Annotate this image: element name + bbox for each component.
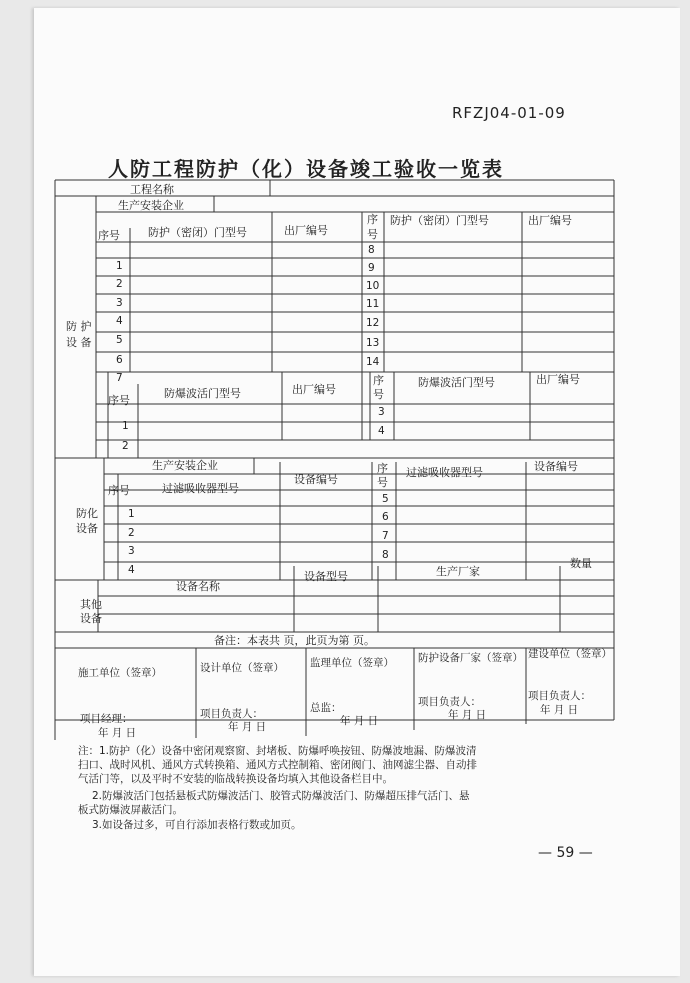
other-col-manufacturer: 生产厂家 [436,565,480,578]
chemical-col-device-no-right: 设备编号 [534,460,578,473]
table-row: 11 [366,298,380,310]
other-col-quantity: 数量 [570,557,592,570]
other-group-label: 其他 [80,598,102,611]
protection-group-label: 防 护 [66,320,92,333]
signature-date-owner: 年 月 日 [540,704,579,716]
table-row: 13 [366,337,380,349]
chemical-col-filter-model-right: 过滤吸收器型号 [406,466,483,479]
signature-unit-manufacturer: 防护设备厂家（签章） [418,652,523,664]
chemical-col-seq-right-bottom: 号 [377,476,388,489]
chemical-manufacturer-label: 生产安装企业 [152,459,218,472]
note-line: 3.如设备过多，可自行添加表格行数或加页。 [92,819,302,831]
table-row: 4 [128,564,135,576]
signature-date-manufacturer: 年 月 日 [448,709,487,721]
other-group-label-2: 设备 [80,612,102,625]
note-line: 板式防爆波屏蔽活门。 [78,804,183,816]
signature-unit-design: 设计单位（签章） [200,662,284,674]
protection-col-door-model-right: 防护（密闭）门型号 [390,214,489,227]
signature-person-construction: 项目经理： [80,713,133,725]
chemical-col-seq-right-top: 序 [377,462,388,475]
table-row: 10 [366,280,380,292]
blast-col-model-right: 防爆波活门型号 [418,376,495,389]
note-line: 2.防爆波活门包括悬板式防爆波活门、胶管式防爆波活门、防爆超压排气活门、悬 [92,790,470,802]
signature-date-design: 年 月 日 [228,721,267,733]
table-row: 2 [116,278,123,290]
document-code: RFZJ04-01-09 [452,104,566,122]
note-line: 气活门等，以及平时不安装的临战转换设备均填入其他设备栏目中。 [78,773,393,785]
signature-unit-owner: 建设单位（签章） [528,648,612,660]
note-line: 注：1.防护（化）设备中密闭观察窗、封堵板、防爆呼唤按钮、防爆波地漏、防爆波清 [78,745,477,757]
table-row: 2 [122,440,129,452]
blast-col-factory-no: 出厂编号 [292,383,336,396]
protection-col-seq-right-top: 序 [367,213,378,226]
signature-unit-supervision: 监理单位（签章） [310,657,394,669]
table-row: 2 [128,527,135,539]
table-row: 6 [116,354,123,366]
table-row: 1 [128,508,135,520]
table-row: 3 [378,406,385,418]
table-row: 4 [116,315,123,327]
table-row: 3 [128,545,135,557]
page-number: — 59 — [538,845,593,861]
blast-col-seq-right-bottom: 号 [373,388,384,401]
table-row: 5 [116,334,123,346]
table-row: 8 [382,549,389,561]
chemical-col-filter-model: 过滤吸收器型号 [162,482,239,495]
chemical-group-label: 防化 [76,507,98,520]
protection-col-door-model: 防护（密闭）门型号 [148,226,247,239]
protection-group-label-2: 设 备 [66,336,92,349]
table-row: 1 [116,260,123,272]
other-col-name: 设备名称 [176,580,220,593]
chemical-col-device-no: 设备编号 [294,473,338,486]
blast-col-seq: 序号 [108,394,130,407]
signature-date-construction: 年 月 日 [98,727,137,739]
signature-unit-construction: 施工单位（签章） [78,667,162,679]
table-row: 4 [378,425,385,437]
remark-text: 备注：本表共 页，此页为第 页。 [214,634,375,647]
protection-col-factory-no: 出厂编号 [284,224,328,237]
table-row: 8 [368,244,375,256]
table-row: 7 [382,530,389,542]
protection-manufacturer-label: 生产安装企业 [118,199,184,212]
protection-col-seq-right-bottom: 号 [367,228,378,241]
signature-date-supervision: 年 月 日 [340,715,379,727]
signature-person-design: 项目负责人： [200,708,263,720]
signature-person-manufacturer: 项目负责人： [418,696,481,708]
protection-col-seq: 序号 [98,229,120,242]
blast-col-factory-no-right: 出厂编号 [536,373,580,386]
protection-col-factory-no-right: 出厂编号 [528,214,572,227]
table-row: 3 [116,297,123,309]
chemical-col-seq: 序号 [108,484,130,497]
signature-person-supervision: 总监： [310,702,342,714]
table-row: 1 [122,420,129,432]
table-row: 14 [366,356,380,368]
project-name-label: 工程名称 [130,183,174,196]
table-row: 9 [368,262,375,274]
chemical-group-label-2: 设备 [76,522,98,535]
other-col-model: 设备型号 [304,570,348,583]
page-title: 人防工程防护（化）设备竣工验收一览表 [108,157,504,181]
table-row: 12 [366,317,380,329]
blast-col-model: 防爆波活门型号 [164,387,241,400]
signature-person-owner: 项目负责人： [528,690,591,702]
table-row: 5 [382,493,389,505]
table-row: 7 [116,372,123,384]
note-line: 扫口、战时风机、通风方式转换箱、通风方式控制箱、密闭阀门、油网滤尘器、自动排 [78,759,477,771]
table-row: 6 [382,511,389,523]
blast-col-seq-right-top: 序 [373,374,384,387]
